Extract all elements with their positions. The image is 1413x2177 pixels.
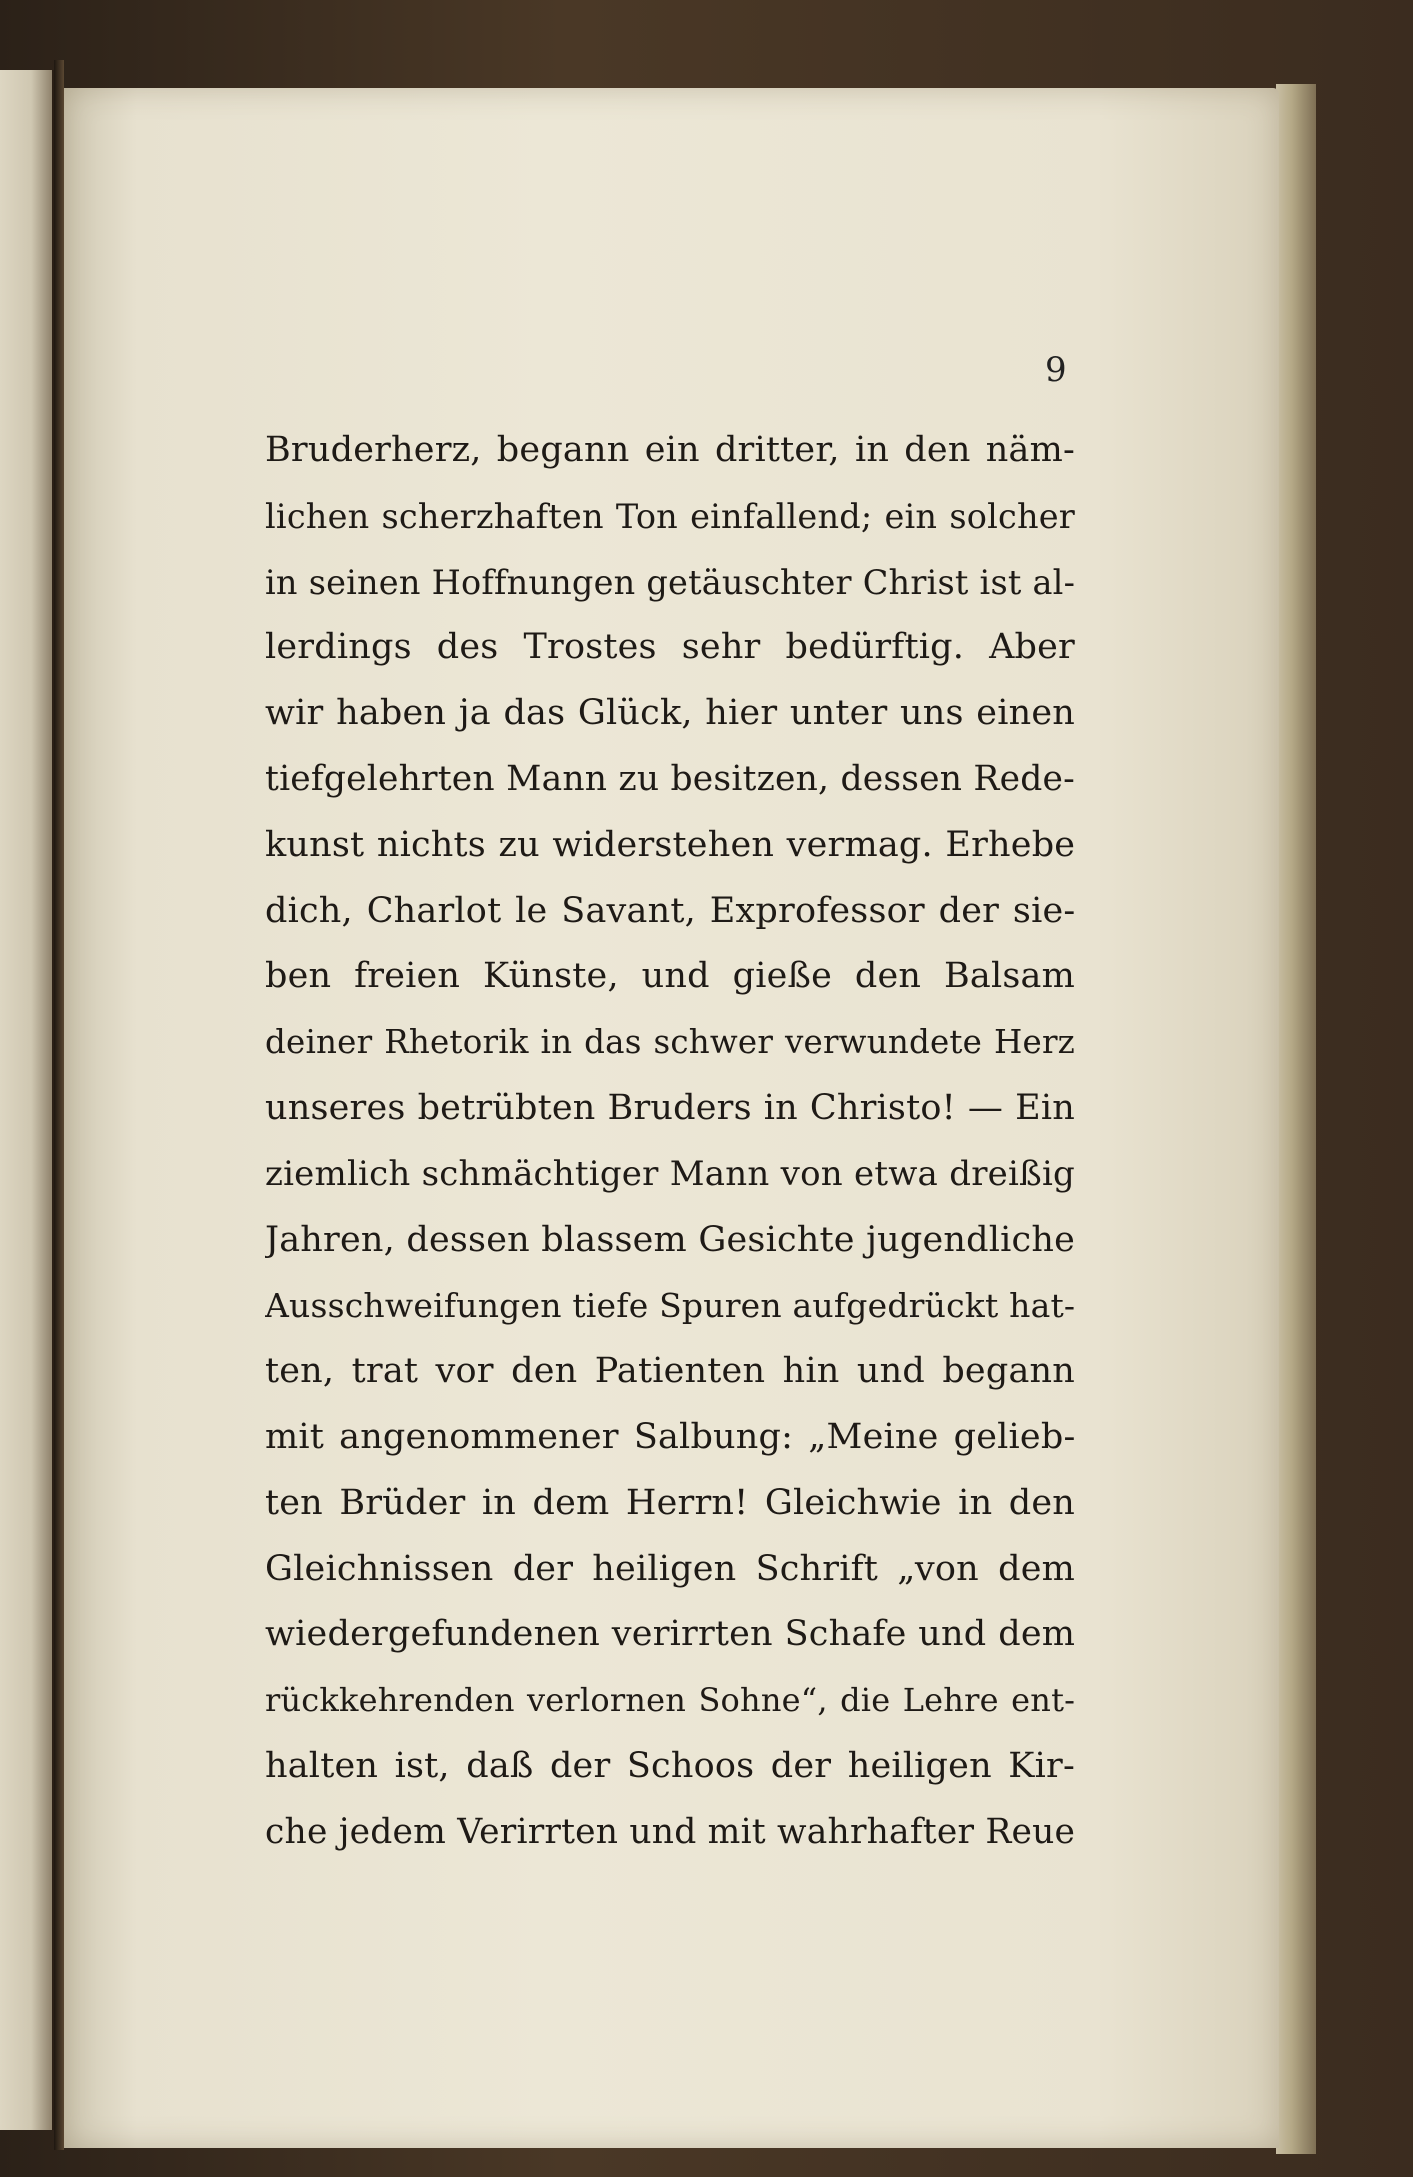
text-line: kunst nichts zu widerstehen vermag. Erhebe (265, 824, 1075, 865)
text-line: halten ist, daß der Schoos der heiligen Kir- (265, 1745, 1075, 1786)
body-text (265, 418, 1075, 1866)
text-line: Gleichnissen der heiligen Schrift „von dem (265, 1548, 1075, 1589)
text-line: dich, Charlot le Savant, Exprofessor der sie- (265, 890, 1075, 931)
text-line: lerdings des Trostes sehr bedürftig. Aber (265, 627, 1075, 668)
text-line: wir haben ja das Glück, hier unter uns einen (265, 693, 1075, 734)
text-line: deiner Rhetorik in das schwer verwundete Herz (265, 1023, 1075, 1062)
page-block-edge (1276, 84, 1316, 2154)
text-line: unseres betrübten Bruders in Christo! — Ein (265, 1087, 1075, 1128)
text-line: Bruderherz, begann ein dritter, in den näm- (265, 430, 1075, 470)
text-line: Jahren, dessen blassem Gesichte jugendliche (265, 1219, 1075, 1260)
text-line: in seinen Hoffnungen getäuschter Christ ist al- (265, 562, 1075, 602)
text-line: ten Brüder in dem Herrn! Gleichwie in den (265, 1482, 1075, 1523)
text-line: ziemlich schmächtiger Mann von etwa dreißig (265, 1153, 1075, 1194)
text-line: lichen scherzhaften Ton einfallend; ein solcher (265, 496, 1075, 536)
page-number: 9 (1045, 350, 1067, 390)
facing-page-edge (0, 70, 55, 2130)
text-line: ten, trat vor den Patienten hin und begann (265, 1351, 1075, 1392)
text-line: ben freien Künste, und gieße den Balsam (265, 956, 1075, 997)
text-line: che jedem Verirrten und mit wahrhafter Reue (265, 1811, 1075, 1852)
text-line: rückkehrenden verlornen Sohne“, die Lehre ent- (265, 1681, 1075, 1720)
text-line: mit angenommener Salbung: „Meine gelieb- (265, 1416, 1075, 1457)
text-line: tiefgelehrten Mann zu besitzen, dessen Rede- (265, 758, 1075, 799)
text-line: wiedergefundenen verirrten Schafe und dem (265, 1614, 1075, 1655)
text-line: Ausschweifungen tiefe Spuren aufgedrückt hat- (265, 1286, 1075, 1326)
book-spine (54, 60, 64, 2150)
